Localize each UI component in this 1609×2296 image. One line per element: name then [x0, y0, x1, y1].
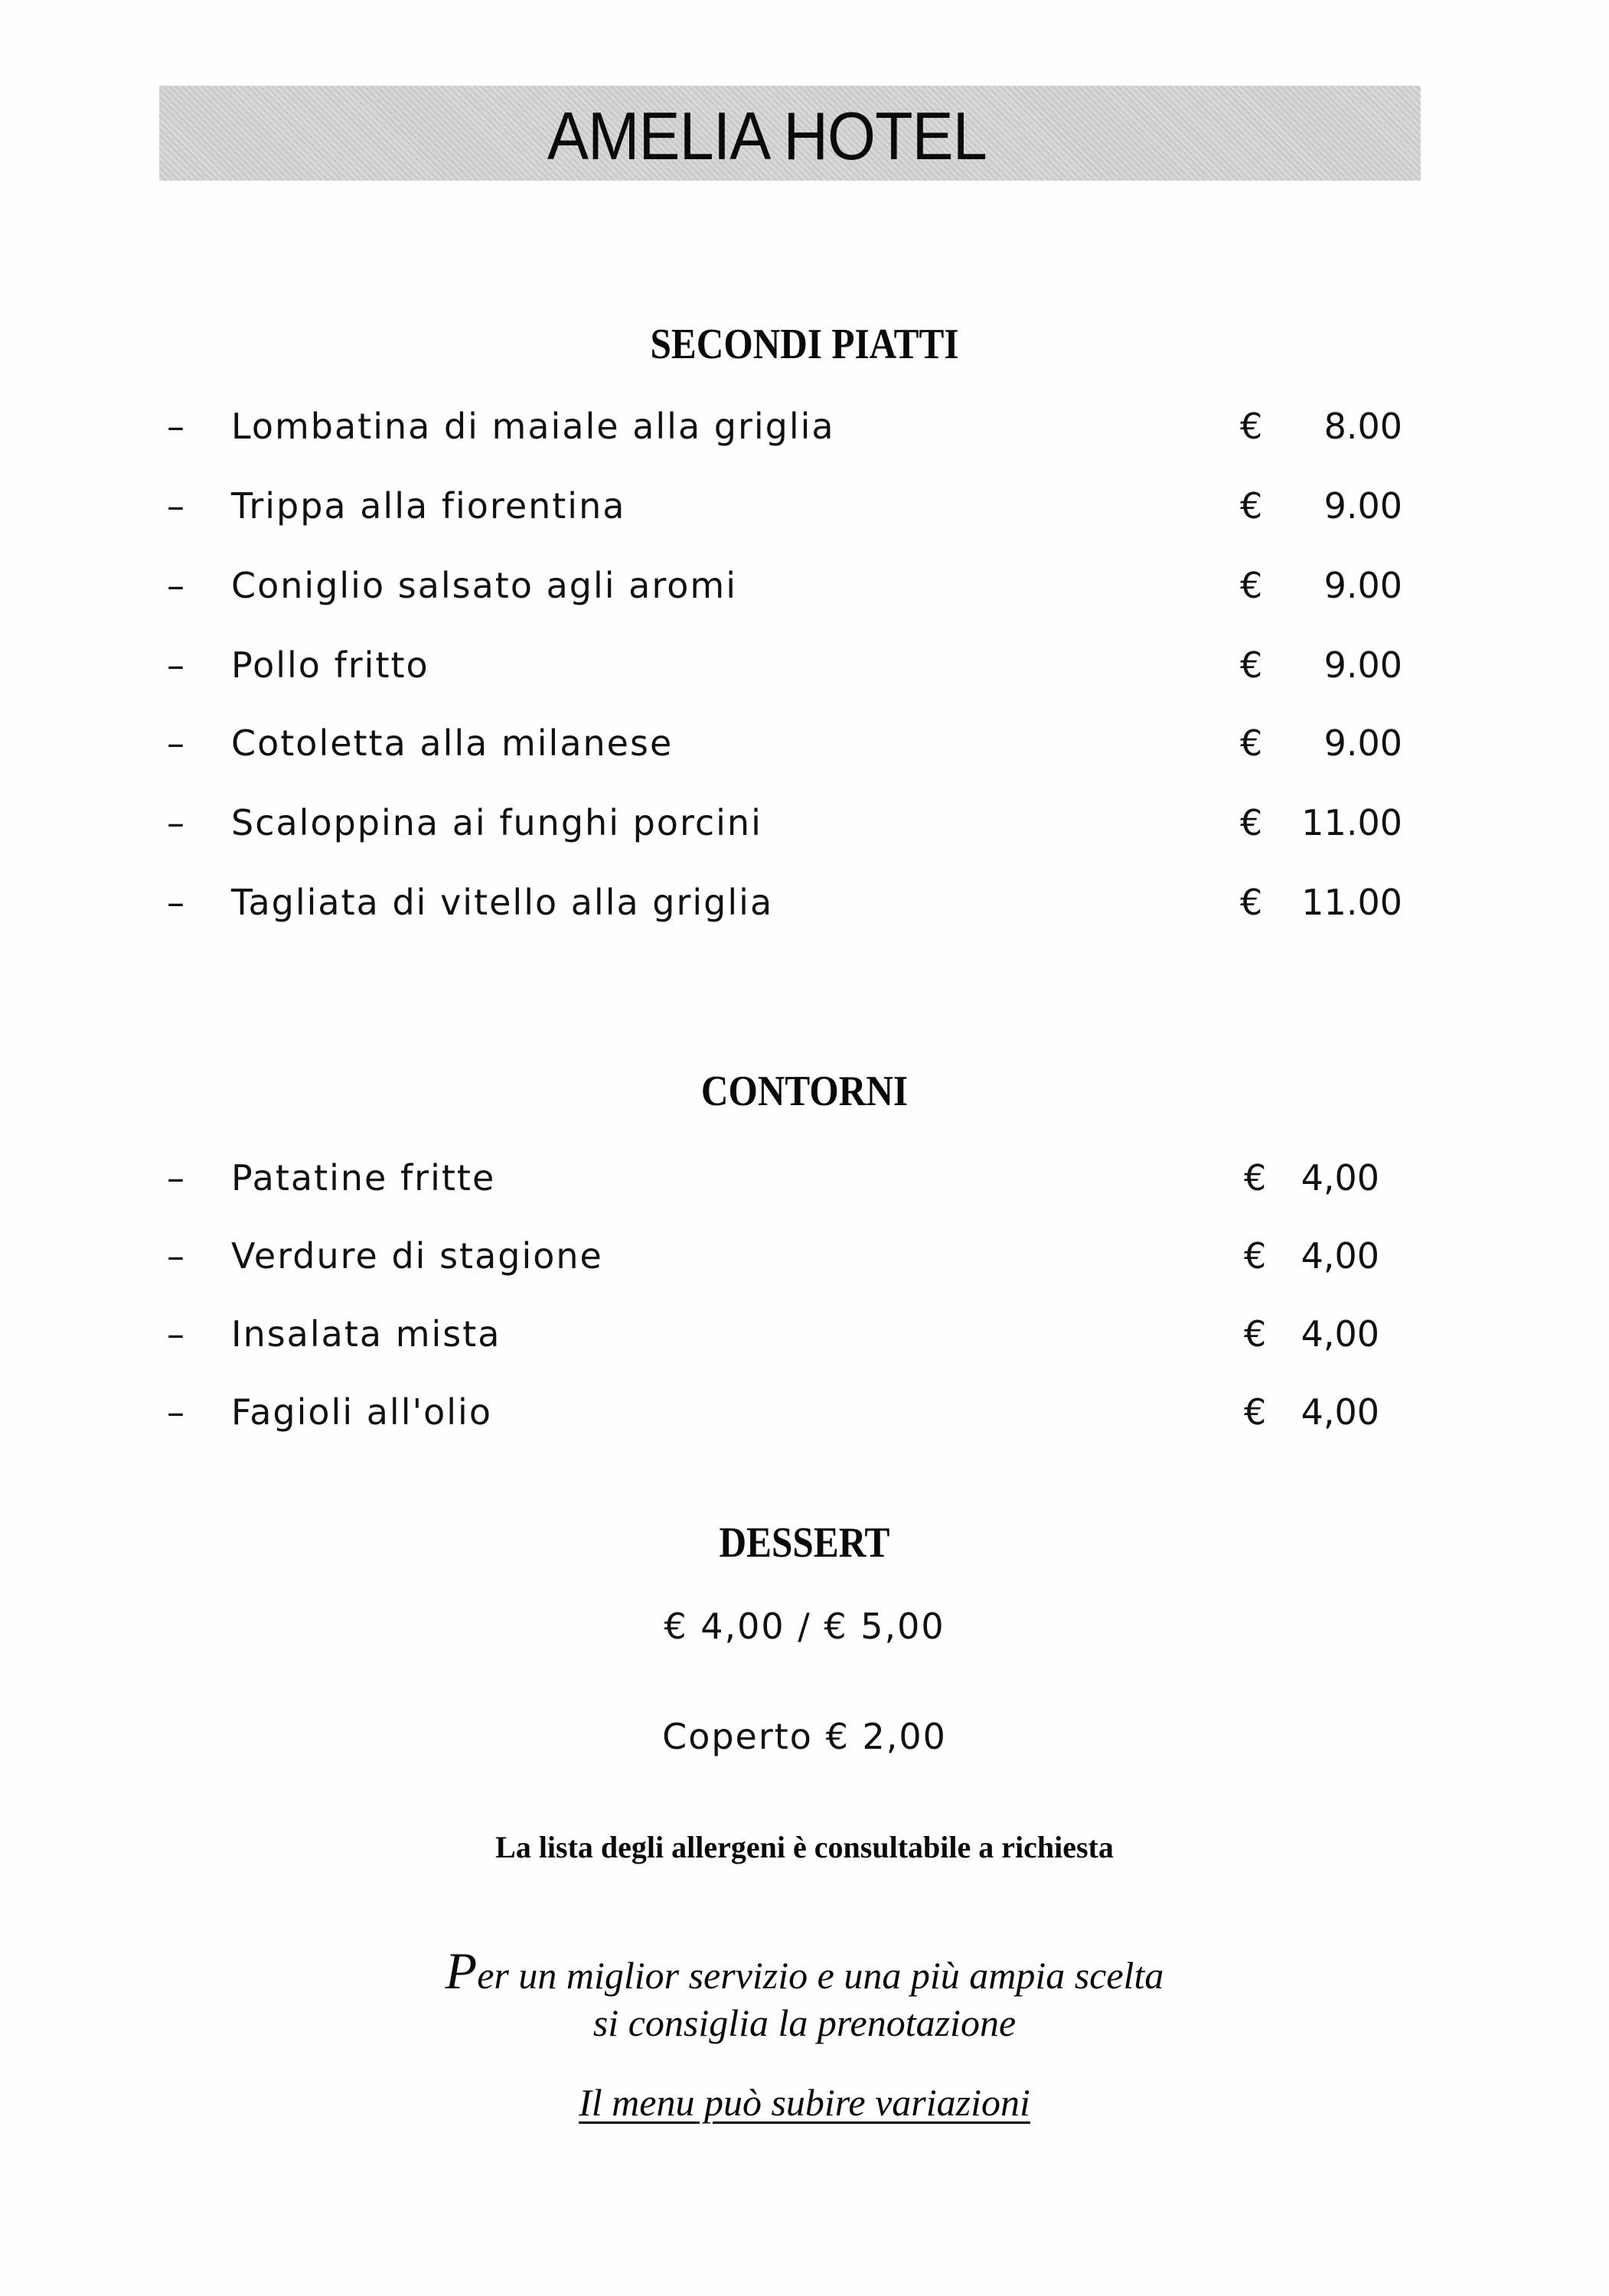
bullet-dash: –: [167, 1235, 184, 1277]
item-price: 11.00: [1301, 882, 1402, 923]
item-price: 9.00: [1323, 644, 1402, 686]
menu-item: [0, 406, 1609, 459]
bullet-dash: –: [167, 882, 184, 923]
item-price: 9.00: [1323, 485, 1402, 527]
item-name: Cotoletta alla milanese: [231, 722, 674, 764]
bullet-dash: –: [167, 802, 184, 843]
euro-sign: €: [1240, 882, 1263, 923]
euro-sign: €: [1244, 1235, 1267, 1277]
allergen-note: La lista degli allergeni è consultabile a richiesta: [495, 1830, 1114, 1864]
item-price: 8.00: [1323, 406, 1402, 447]
section-title-contorni: CONTORNI: [700, 1068, 909, 1115]
item-name: Insalata mista: [231, 1313, 501, 1355]
menu-item: [0, 882, 1609, 935]
euro-sign: €: [1240, 722, 1263, 764]
item-name: Trippa alla fiorentina: [231, 485, 626, 527]
euro-sign: €: [1244, 1391, 1267, 1433]
booking-note-line1: [0, 1941, 1609, 2001]
bullet-dash: –: [167, 1157, 184, 1199]
hotel-title: AMELIA HOTEL: [547, 98, 987, 174]
item-name: Coniglio salsato agli aromi: [231, 565, 738, 606]
menu-item: [0, 565, 1609, 618]
item-name: Pollo fritto: [231, 644, 429, 686]
bullet-dash: –: [167, 485, 184, 527]
menu-item: [0, 722, 1609, 776]
item-name: Patatine fritte: [231, 1157, 496, 1199]
hotel-title-banner: [159, 86, 1421, 181]
booking-note-line2: si consiglia la prenotazione: [592, 2001, 1017, 2044]
booking-line1-text: er un miglior servizio e una più ampia scelta: [477, 1954, 1164, 1997]
euro-sign: €: [1240, 485, 1263, 527]
item-name: Scaloppina ai funghi porcini: [231, 802, 762, 843]
item-price: 4,00: [1301, 1313, 1379, 1355]
bullet-dash: –: [167, 406, 184, 447]
euro-sign: €: [1240, 802, 1263, 843]
coperto-charge: Coperto € 2,00: [662, 1716, 947, 1757]
bullet-dash: –: [167, 1391, 184, 1433]
menu-item: [0, 802, 1609, 856]
variation-note: Il menu può subire variazioni: [579, 2081, 1030, 2124]
bullet-dash: –: [167, 722, 184, 764]
euro-sign: €: [1240, 565, 1263, 606]
menu-item: [0, 1235, 1609, 1289]
item-name: Tagliata di vitello alla griglia: [231, 882, 774, 923]
item-price: 4,00: [1301, 1157, 1379, 1199]
euro-sign: €: [1244, 1313, 1267, 1355]
bullet-dash: –: [167, 1313, 184, 1355]
section-title-secondi: SECONDI PIATTI: [650, 321, 959, 368]
menu-item: [0, 644, 1609, 698]
item-price: 11.00: [1301, 802, 1402, 843]
item-price: 4,00: [1301, 1391, 1379, 1433]
booking-initial: P: [445, 1942, 478, 2000]
bullet-dash: –: [167, 565, 184, 606]
section-title-dessert: DESSERT: [719, 1519, 890, 1567]
item-name: Fagioli all'olio: [231, 1391, 492, 1433]
euro-sign: €: [1240, 406, 1263, 447]
euro-sign: €: [1240, 644, 1263, 686]
menu-item: [0, 1391, 1609, 1445]
item-price: 9.00: [1323, 722, 1402, 764]
dessert-price: € 4,00 / € 5,00: [664, 1606, 945, 1647]
item-name: Lombatina di maiale alla griglia: [231, 406, 835, 447]
menu-item: [0, 1313, 1609, 1367]
item-price: 4,00: [1301, 1235, 1379, 1277]
euro-sign: €: [1244, 1157, 1267, 1199]
item-name: Verdure di stagione: [231, 1235, 603, 1277]
item-price: 9.00: [1323, 565, 1402, 606]
bullet-dash: –: [167, 644, 184, 686]
menu-item: [0, 485, 1609, 539]
menu-item: [0, 1157, 1609, 1211]
